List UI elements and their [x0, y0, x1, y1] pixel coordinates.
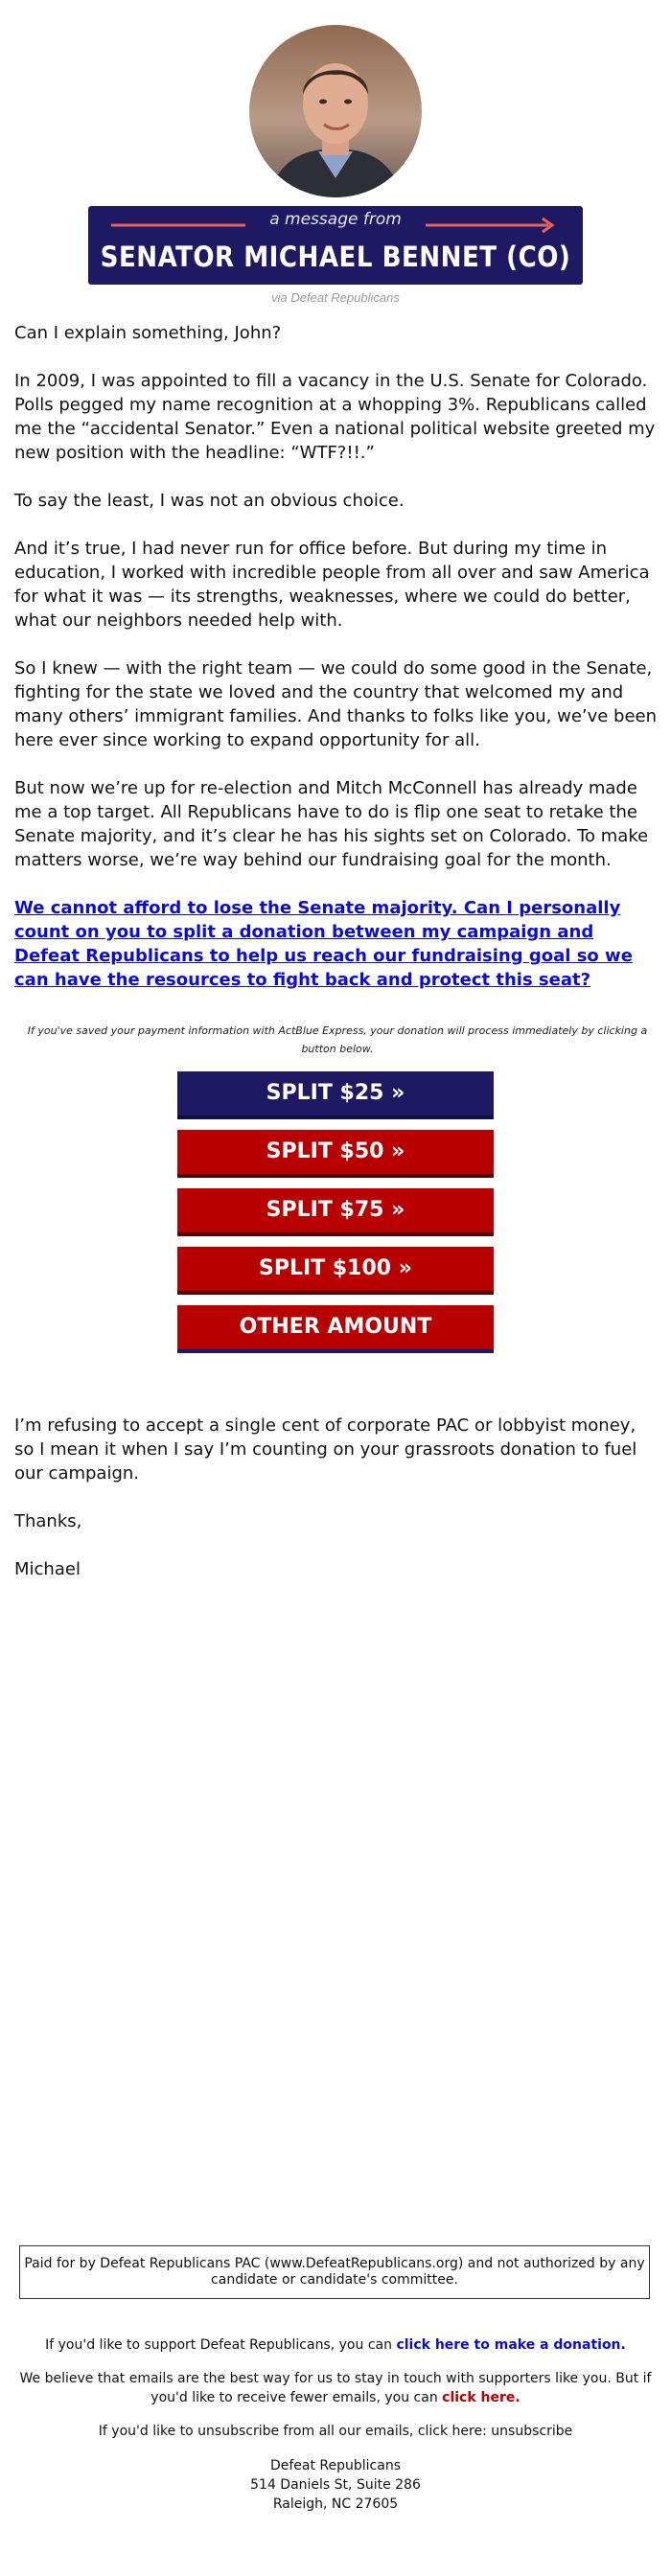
- donation-link[interactable]: click here to make a donation.: [396, 2337, 626, 2353]
- senator-portrait: [249, 25, 422, 197]
- message-banner: [88, 206, 583, 285]
- via-line: via Defeat Republicans: [271, 290, 400, 305]
- actblue-disclaimer: If you've saved your payment information with ActBlue Express, your donation will process immediately by clicking a button below.: [27, 1024, 648, 1055]
- closing-thanks: Thanks,: [14, 1511, 82, 1531]
- fewer-emails-line: [14, 2369, 657, 2407]
- split-25-button[interactable]: SPLIT $25 »: [177, 1071, 494, 1119]
- donate-cta-link[interactable]: We cannot afford to lose the Senate majority. Can I personally count on you to split a donation between my campaign and Defeat Republicans to help us reach our fundraising goal so we can have the resources to fight back and protect this seat?: [14, 898, 633, 990]
- body-paragraph: In 2009, I was appointed to fill a vacancy in the U.S. Senate for Colorado. Polls pegged my name recognition at a whopping 3%. Republicans called me the “accidental Senator.” Even a national political website greeted my new position with the headline: “WTF?!!.”: [14, 371, 656, 463]
- fewer-emails-text: We believe that emails are the best way for us to stay in touch with supporters like you. But if you'd like to receive fewer emails, you can: [19, 2371, 652, 2405]
- org-name: Defeat Republicans: [269, 2458, 402, 2473]
- body-paragraph: And it’s true, I had never run for office before. But during my time in education, I worked with incredible people from all over and saw America for what it was — its strengths, weaknesses, where we could do better, what our neighbors needed help with.: [14, 539, 650, 631]
- body-paragraph: To say the least, I was not an obvious choice.: [14, 491, 405, 511]
- other-amount-button[interactable]: OTHER AMOUNT: [177, 1305, 494, 1353]
- paid-for-text: Paid for by Defeat Republicans PAC (www.DefeatRepublicans.org) and not authorized by any candidate or candidate's committee.: [24, 2256, 645, 2288]
- address-line-1: 514 Daniels St, Suite 286: [250, 2477, 421, 2493]
- split-50-button[interactable]: SPLIT $50 »: [177, 1130, 494, 1178]
- split-75-button[interactable]: SPLIT $75 »: [177, 1188, 494, 1236]
- address-line-2: Raleigh, NC 27605: [272, 2496, 399, 2512]
- unsubscribe-link[interactable]: unsubscribe: [491, 2424, 573, 2439]
- unsubscribe-text: If you'd like to unsubscribe from all our emails, click here:: [98, 2424, 492, 2439]
- banner-sender-name: SENATOR MICHAEL BENNET (CO): [100, 241, 571, 273]
- closing-section: [14, 1414, 659, 1605]
- body-paragraph: So I knew — with the right team — we could do some good in the Senate, fighting for the state we loved and the country that welcomed my and many others’ immigrant families. And thanks to folks like you, we’ve been here ever since working to expand opportunity for all.: [14, 658, 658, 750]
- signature: Michael: [14, 1559, 81, 1579]
- portrait-image: [249, 25, 422, 197]
- body-paragraph: Can I explain something, John?: [14, 323, 282, 343]
- support-line: [14, 2335, 657, 2355]
- banner-message-from: a message from: [269, 210, 402, 229]
- support-text: If you'd like to support Defeat Republicans, you can: [45, 2337, 397, 2353]
- fewer-emails-link[interactable]: click here.: [442, 2390, 521, 2405]
- paid-for-disclaimer: [19, 2245, 650, 2299]
- closing-paragraph: I’m refusing to accept a single cent of corporate PAC or lobbyist money, so I mean it when I say I’m counting on your grassroots donation to fuel our campaign.: [14, 1415, 637, 1484]
- mailing-address: [14, 2456, 657, 2514]
- body-paragraph: But now we’re up for re-election and Mitch McConnell has already made me a top target. All Republicans have to do is flip one seat to retake the Senate majority, and it’s clear he has his sights set on Colorado. To make matters worse, we’re way behind our fundraising goal for the month.: [14, 778, 649, 870]
- email-body: [14, 321, 659, 1016]
- split-100-button[interactable]: SPLIT $100 »: [177, 1247, 494, 1295]
- unsubscribe-line: [14, 2422, 657, 2441]
